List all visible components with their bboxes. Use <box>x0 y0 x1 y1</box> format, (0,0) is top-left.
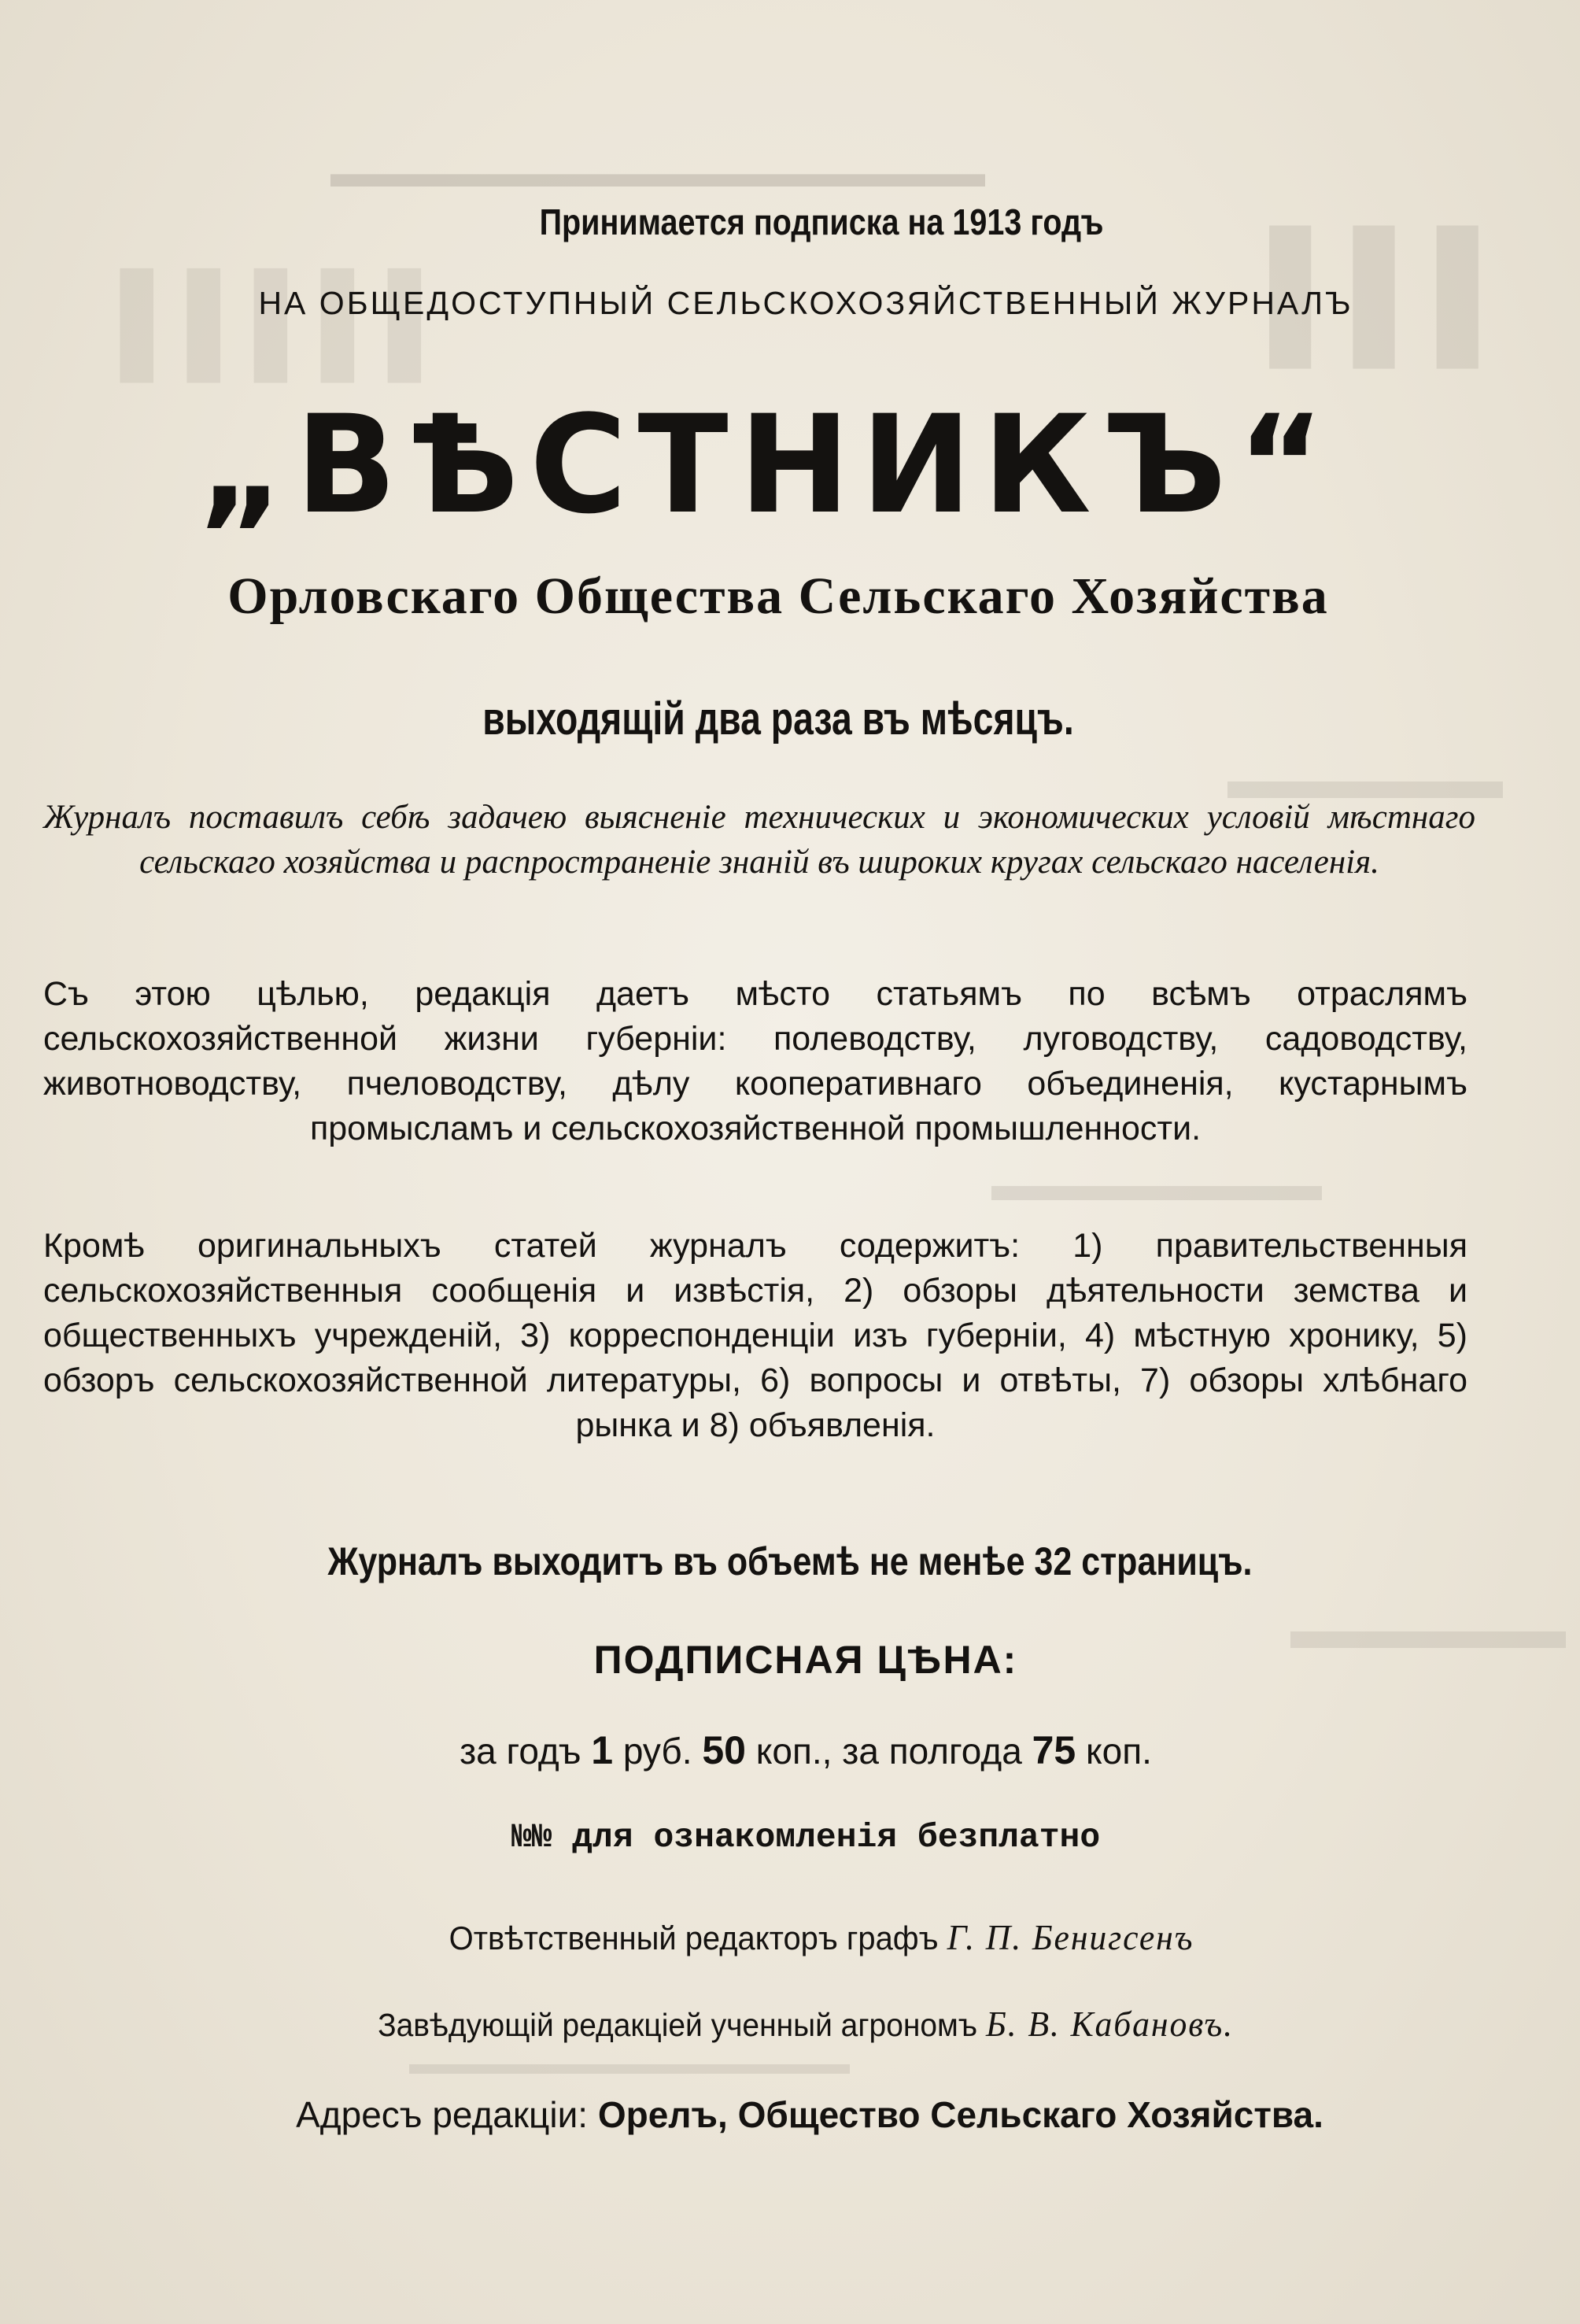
editor-line <box>71 1916 1572 1958</box>
address-line <box>20 2093 1580 2136</box>
kop-label: коп., <box>755 1731 832 1772</box>
address-label: Адресъ редакціи: <box>296 2094 589 2135</box>
bleed-mark: ▬▬▬▬▬▬▬▬▬▬▬▬▬▬▬▬ <box>330 150 985 196</box>
subscription-heading: Принимается подписка на 1913 годъ <box>539 201 1104 242</box>
volume-note: Журналъ выходитъ въ объемѣ не менѣе 32 страницъ. <box>327 1539 1253 1583</box>
editor-name: Г. П. Бенигсенъ <box>947 1917 1194 1957</box>
purpose-paragraph: Съ этою цѣлью, редакція даетъ мѣсто статьямъ по всѣмъ отраслямъ сельскохозяйственной жизни губерніи: полеводству, луговодству, садоводству, животноводству, пчеловодству, дѣлу кооперативнаго объединенія, кустарнымъ промысламъ и сельскохозяйственной промышленности. <box>43 975 1467 1147</box>
mission-statement: Журналъ поставилъ себѣ задачею выясненіе технических и экономических условій мѣстнаго сельскаго хозяйства и распространеніе знаній въ широких кругах сельскаго населенія. <box>43 799 1475 881</box>
year-rub: 1 <box>591 1728 614 1772</box>
bleed-mark: ▬▬▬▬▬▬▬▬▬▬▬▬▬▬ <box>409 2046 850 2081</box>
price-line <box>16 1727 1580 1773</box>
year-kop: 50 <box>702 1728 746 1772</box>
manager-line <box>55 2003 1556 2045</box>
half-kop-label: коп. <box>1085 1731 1152 1772</box>
journal-type: НА ОБЩЕДОСТУПНЫЙ СЕЛЬСКОХОЗЯЙСТВЕННЫЙ ЖУРНАЛЪ <box>258 285 1353 321</box>
manager-name: Б. В. Кабановъ. <box>985 2004 1234 2044</box>
contents-paragraph: Кромѣ оригинальныхъ статей журналъ содержитъ: 1) правительственныя сельскохозяйственныя сообщенія и извѣстія, 2) обзоры дѣятельности земства и общественныхъ учрежденій, 3) корреспонденціи изъ губерніи, 4) мѣстную хронику, 5) обзоръ сельскохозяйственной литературы, 6) вопросы и отвѣты, 7) обзоры хлѣбнаго рынка и 8) объявленія. <box>43 1227 1467 1444</box>
bleed-mark: ▬▬▬▬▬▬▬ <box>991 1158 1322 1210</box>
year-label: за годъ <box>460 1731 581 1772</box>
bleed-mark: ▬▬▬▬▬ <box>1227 748 1503 810</box>
rub-label: руб. <box>622 1731 692 1772</box>
publication-frequency: выходящій два раза въ мѣсяцъ. <box>482 693 1074 744</box>
address-value: Орелъ, Общество Сельскаго Хозяйства. <box>597 2094 1323 2135</box>
price-heading: ПОДПИСНАЯ ЦѢНА: <box>593 1638 1018 1682</box>
half-year-label: за полгода <box>842 1731 1022 1772</box>
editor-label: Отвѣтственный редакторъ графъ <box>449 1919 939 1956</box>
society-name: Орловскаго Общества Сельскаго Хозяйства <box>227 567 1329 625</box>
bleed-mark: ▬▬▬▬▬ <box>1290 1598 1566 1660</box>
bleed-mark: ▌▌▌▌▌ <box>87 269 422 375</box>
free-issues-note: №№ для ознакомленія безплатно <box>511 1818 1101 1857</box>
journal-title: „ВѢСТНИКЪ“ <box>198 386 1335 544</box>
bleed-mark: ▌▌▌ <box>1227 226 1478 358</box>
half-year-kop: 75 <box>1032 1728 1076 1772</box>
manager-label: Завѣдующій редакціей ученный агрономъ <box>378 2007 978 2043</box>
